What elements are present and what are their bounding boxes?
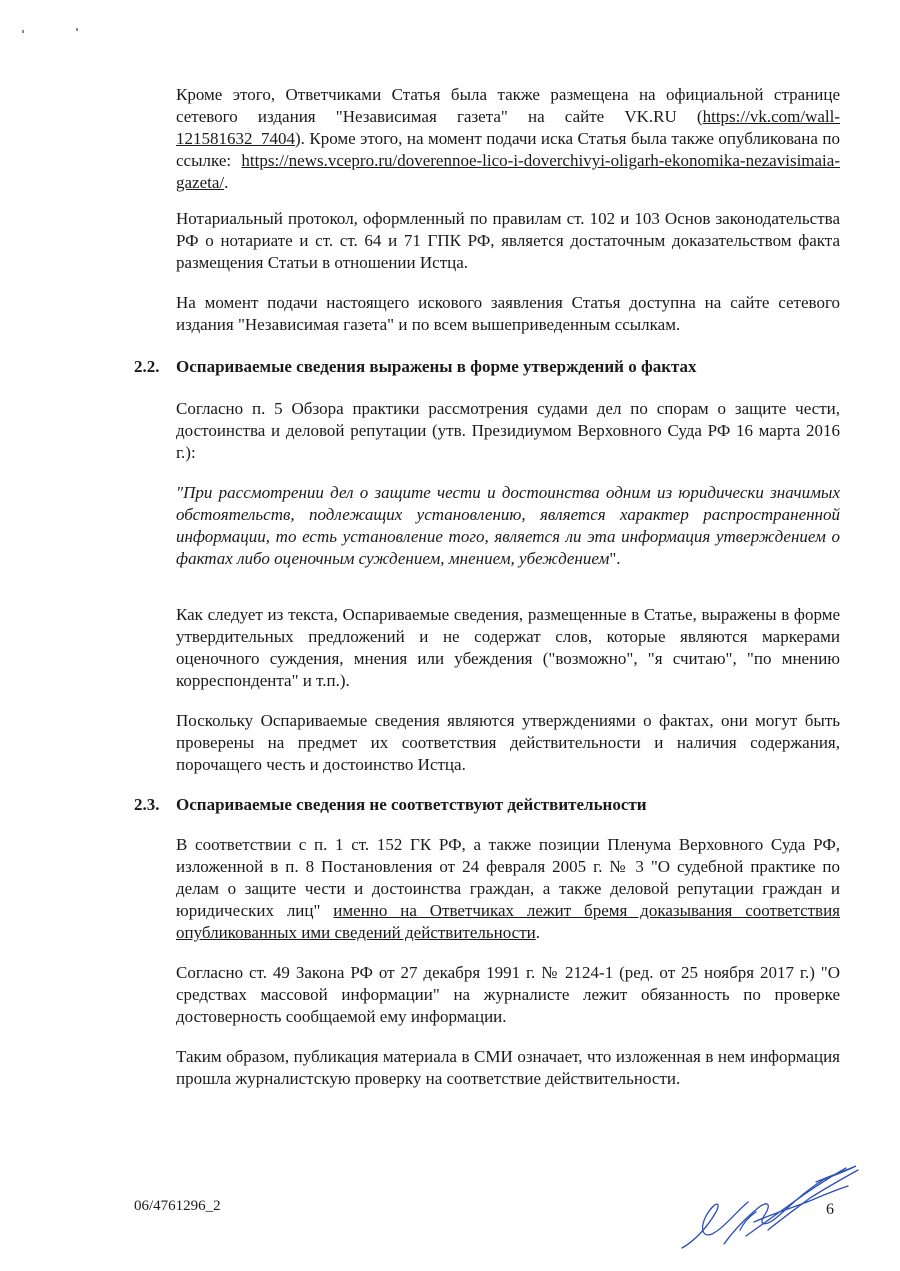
section-number: 2.2. xyxy=(134,357,160,376)
paragraph-notary-protocol xyxy=(176,208,840,274)
paragraph-text: Нотариальный протокол, оформленный по правилам ст. 102 и 103 Основ законодательства РФ о нотариате и ст. ст. 64 и 71 ГПК РФ, является достаточным доказательством факта размещения Статьи в отношении Истца. xyxy=(176,209,840,272)
paragraph-text: Согласно ст. 49 Закона РФ от 27 декабря 1991 г. № 2124-1 (ред. от 25 ноября 2017 г.) "О средствах массовой информации" на журналисте лежит обязанность по проверке достоверность сообщаемой ему информации. xyxy=(176,963,840,1026)
paragraph-text: На момент подачи настоящего искового заявления Статья доступна на сайте сетевого издания "Независимая газета" и по всем вышеприведенным ссылкам. xyxy=(176,293,840,334)
paragraph-statement-form xyxy=(176,604,840,692)
paragraph-burden-of-proof xyxy=(176,834,840,944)
section-title: Оспариваемые сведения не соответствуют действительности xyxy=(176,795,647,814)
paragraph-media-law xyxy=(176,962,840,1028)
scan-artifact xyxy=(76,28,78,31)
section-number: 2.3. xyxy=(134,795,160,814)
page-number: 6 xyxy=(826,1201,834,1218)
paragraph-text: . xyxy=(535,923,540,942)
paragraph-text: Поскольку Оспариваемые сведения являются утверждениями о фактах, они могут быть проверены на предмет их соответствия действительности и наличия содержания, порочащего честь и достоинство Истца. xyxy=(176,711,840,774)
paragraph-text: Как следует из текста, Оспариваемые сведения, размещенные в Статье, выражены в форме утвердительных предложений и не содержат слов, которые являются маркерами оценочного суждения, мнения или убеждения ("возможно", "я считаю", "по мнению корреспондента" и т.п.). xyxy=(176,605,840,690)
signature-image xyxy=(676,1160,866,1256)
paragraph-availability xyxy=(176,292,840,336)
section-heading-2-3 xyxy=(134,794,854,816)
quote-end: ". xyxy=(609,549,621,568)
section-title: Оспариваемые сведения выражены в форме утверждений о фактах xyxy=(176,357,697,376)
section-heading-2-2 xyxy=(134,356,854,378)
paragraph-text: Кроме этого, Ответчиками Статья была также размещена на официальной странице сетевого издания "Независимая газета" на сайте VK.RU ( xyxy=(176,85,840,126)
paragraph-quote xyxy=(176,482,840,570)
paragraph-review-reference xyxy=(176,398,840,464)
vk-link[interactable]: https://vk.com/wall-121581632_7404 xyxy=(176,107,840,148)
paragraph-text: ). Кроме этого, на момент подачи иска Статья была также опубликована по ссылке: xyxy=(176,129,840,170)
paragraph-verifiable-facts xyxy=(176,710,840,776)
vcepro-link[interactable]: https://news.vcepro.ru/doverennoe-lico-i-doverchivyi-oligarh-ekonomika-nezavisimaia-gazeta/ xyxy=(176,151,840,192)
paragraph-text: Согласно п. 5 Обзора практики рассмотрения судами дел по спорам о защите чести, достоинства и деловой репутации (утв. Президиумом Верховного Суда РФ 16 марта 2016 г.): xyxy=(176,399,840,462)
document-code: 06/4761296_2 xyxy=(134,1198,221,1214)
quote-text: "При рассмотрении дел о защите чести и достоинства одним из юридически значимых обстоятельств, подлежащих установлению, является характер распространенной информации, то есть установление того, является ли эта информация утверждением о фактах либо оценочным суждением, мнением, убеждением xyxy=(176,483,840,568)
paragraph-vk-publication xyxy=(176,84,840,194)
underlined-text: именно на Ответчиках лежит бремя доказывания соответствия опубликованных ими сведений действительности xyxy=(176,901,840,942)
paragraph-text: В соответствии с п. 1 ст. 152 ГК РФ, а также позиции Пленума Верховного Суда РФ, изложенной в п. 8 Постановления от 24 февраля 2005 г. № 3 "О судебной практике по делам о защите чести и достоинства граждан, а также деловой репутации граждан и юридических лиц" xyxy=(176,835,840,920)
paragraph-text: . xyxy=(224,173,229,192)
paragraph-conclusion xyxy=(176,1046,840,1090)
paragraph-text: Таким образом, публикация материала в СМИ означает, что изложенная в нем информация прошла журналистскую проверку на соответствие действительности. xyxy=(176,1047,840,1088)
scan-artifact xyxy=(22,30,24,33)
